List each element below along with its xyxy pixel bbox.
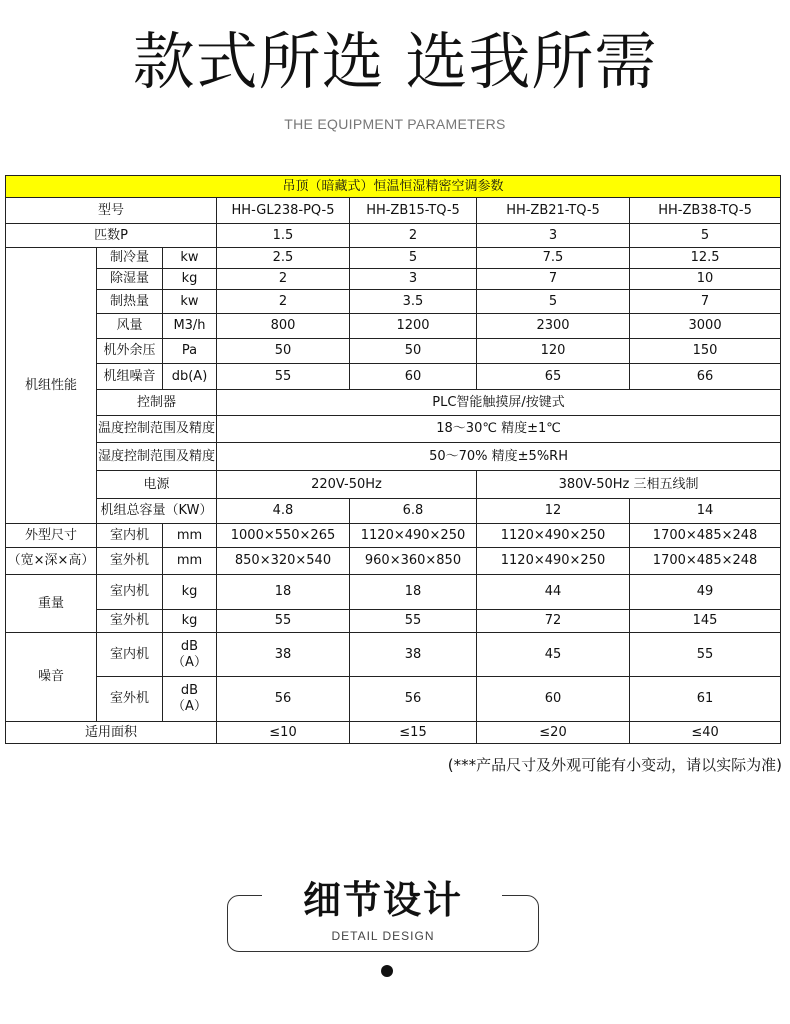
table-row [6, 524, 781, 548]
unit-cell: kw [163, 290, 217, 314]
row-label: 风量 [97, 314, 163, 339]
perf-group-label: 机组性能 [6, 248, 97, 524]
row-label: 机外余压 [97, 339, 163, 364]
value-cell: 1700×485×248 [630, 548, 781, 575]
value-cell: 55 [630, 633, 781, 677]
value-cell: 960×360×850 [350, 548, 477, 575]
value-cell: 44 [477, 575, 630, 610]
value-cell: 38 [217, 633, 350, 677]
table-row [6, 390, 781, 416]
unit-cell [163, 633, 217, 677]
value-cell: 50 [217, 339, 350, 364]
value-cell: 1120×490×250 [350, 524, 477, 548]
value-cell: 850×320×540 [217, 548, 350, 575]
parameter-table [5, 175, 781, 744]
table-row [6, 269, 781, 290]
size-label-sub: （宽×深×高） [6, 548, 97, 575]
unit-line: dB [180, 638, 199, 654]
value-cell: 45 [477, 633, 630, 677]
table-row [6, 224, 781, 248]
table-row [6, 248, 781, 269]
value-cell: 72 [477, 610, 630, 633]
detail-title: 细节设计 [302, 878, 463, 922]
controller-label: 控制器 [97, 390, 217, 416]
unit-cell: kg [163, 269, 217, 290]
page-headline: 款式所选 选我所需 [132, 25, 658, 98]
bullet-dot [381, 965, 393, 977]
value-cell: 3 [350, 269, 477, 290]
value-cell: ≤15 [350, 722, 477, 744]
unit-cell: M3/h [163, 314, 217, 339]
value-cell: 5 [350, 248, 477, 269]
row-label: 制热量 [97, 290, 163, 314]
value-cell: 4.8 [217, 499, 350, 524]
value-cell: 1120×490×250 [477, 548, 630, 575]
value-cell: 12.5 [630, 248, 781, 269]
hp-cell: 2 [350, 224, 477, 248]
value-cell: 18 [217, 575, 350, 610]
row-label: 室外机 [97, 548, 163, 575]
table-row [6, 575, 781, 610]
unit-cell: mm [163, 548, 217, 575]
value-cell: 3000 [630, 314, 781, 339]
table-row [6, 548, 781, 575]
unit-line: （A） [172, 699, 207, 714]
value-cell: 7.5 [477, 248, 630, 269]
value-cell: ≤10 [217, 722, 350, 744]
value-cell: 7 [477, 269, 630, 290]
value-cell: 61 [630, 677, 781, 722]
table-row [6, 339, 781, 364]
value-cell: 50 [350, 339, 477, 364]
value-cell: ≤40 [630, 722, 781, 744]
table-row [6, 443, 781, 471]
unit-cell: mm [163, 524, 217, 548]
value-cell: 2 [217, 290, 350, 314]
temp-value: 18～30℃ 精度±1℃ [217, 416, 781, 443]
unit-cell: kg [163, 610, 217, 633]
power-value: 220V-50Hz [217, 471, 477, 499]
value-cell: 49 [630, 575, 781, 610]
row-label: 室内机 [97, 575, 163, 610]
hp-cell: 3 [477, 224, 630, 248]
value-cell: 66 [630, 364, 781, 390]
row-label: 室内机 [97, 633, 163, 677]
table-row [6, 290, 781, 314]
weight-label: 重量 [6, 575, 97, 633]
value-cell: 14 [630, 499, 781, 524]
table-row [6, 364, 781, 390]
value-cell: 145 [630, 610, 781, 633]
hp-cell: 1.5 [217, 224, 350, 248]
value-cell: 120 [477, 339, 630, 364]
value-cell: 65 [477, 364, 630, 390]
unit-cell: kg [163, 575, 217, 610]
value-cell: 1200 [350, 314, 477, 339]
table-row [6, 677, 781, 722]
value-cell: 10 [630, 269, 781, 290]
humidity-value: 50～70% 精度±5%RH [217, 443, 781, 471]
power-value: 380V-50Hz 三相五线制 [477, 471, 781, 499]
value-cell: 18 [350, 575, 477, 610]
value-cell: 55 [217, 364, 350, 390]
unit-cell [163, 677, 217, 722]
value-cell: 56 [217, 677, 350, 722]
row-label: 室外机 [97, 610, 163, 633]
unit-cell: Pa [163, 339, 217, 364]
model-cell: HH-ZB15-TQ-5 [350, 198, 477, 224]
power-label: 电源 [97, 471, 217, 499]
row-label: 室外机 [97, 677, 163, 722]
value-cell: 5 [477, 290, 630, 314]
value-cell: 7 [630, 290, 781, 314]
value-cell: 2 [217, 269, 350, 290]
value-cell: 55 [217, 610, 350, 633]
hp-label: 匹数P [6, 224, 217, 248]
table-row [6, 314, 781, 339]
table-caption-row [6, 176, 781, 198]
value-cell: 55 [350, 610, 477, 633]
table-row [6, 610, 781, 633]
controller-value: PLC智能触摸屏/按键式 [217, 390, 781, 416]
value-cell: 1000×550×265 [217, 524, 350, 548]
row-label: 机组噪音 [97, 364, 163, 390]
table-caption: 吊顶（暗藏式）恒温恒湿精密空调参数 [6, 176, 781, 198]
value-cell: 1120×490×250 [477, 524, 630, 548]
table-row [6, 198, 781, 224]
row-label: 室内机 [97, 524, 163, 548]
unit-cell: kw [163, 248, 217, 269]
disclaimer-note: (***产品尺寸及外观可能有小变动，请以实际为准) [447, 756, 782, 774]
capacity-label: 机组总容量（KW） [97, 499, 217, 524]
model-cell: HH-GL238-PQ-5 [217, 198, 350, 224]
detail-subtitle: DETAIL DESIGN [331, 929, 435, 943]
value-cell: 6.8 [350, 499, 477, 524]
table-row [6, 416, 781, 443]
unit-cell: db(A) [163, 364, 217, 390]
row-label: 制冷量 [97, 248, 163, 269]
temp-label: 温度控制范围及精度 [97, 416, 217, 443]
value-cell: 150 [630, 339, 781, 364]
value-cell: 800 [217, 314, 350, 339]
table-row [6, 722, 781, 744]
page-subtitle: THE EQUIPMENT PARAMETERS [284, 116, 506, 132]
unit-line: （A） [172, 654, 207, 670]
noise-label: 噪音 [6, 633, 97, 722]
model-label: 型号 [6, 198, 217, 224]
value-cell: 60 [477, 677, 630, 722]
model-cell: HH-ZB21-TQ-5 [477, 198, 630, 224]
humidity-label: 湿度控制范围及精度 [97, 443, 217, 471]
value-cell: 3.5 [350, 290, 477, 314]
unit-line: dB [180, 683, 199, 698]
value-cell: ≤20 [477, 722, 630, 744]
value-cell: 38 [350, 633, 477, 677]
value-cell: 2.5 [217, 248, 350, 269]
table-row [6, 499, 781, 524]
table-row [6, 471, 781, 499]
hp-cell: 5 [630, 224, 781, 248]
value-cell: 12 [477, 499, 630, 524]
value-cell: 56 [350, 677, 477, 722]
model-cell: HH-ZB38-TQ-5 [630, 198, 781, 224]
value-cell: 2300 [477, 314, 630, 339]
value-cell: 1700×485×248 [630, 524, 781, 548]
row-label: 除湿量 [97, 269, 163, 290]
table-row [6, 633, 781, 677]
size-label: 外型尺寸 [6, 524, 97, 548]
area-label: 适用面积 [6, 722, 217, 744]
value-cell: 60 [350, 364, 477, 390]
